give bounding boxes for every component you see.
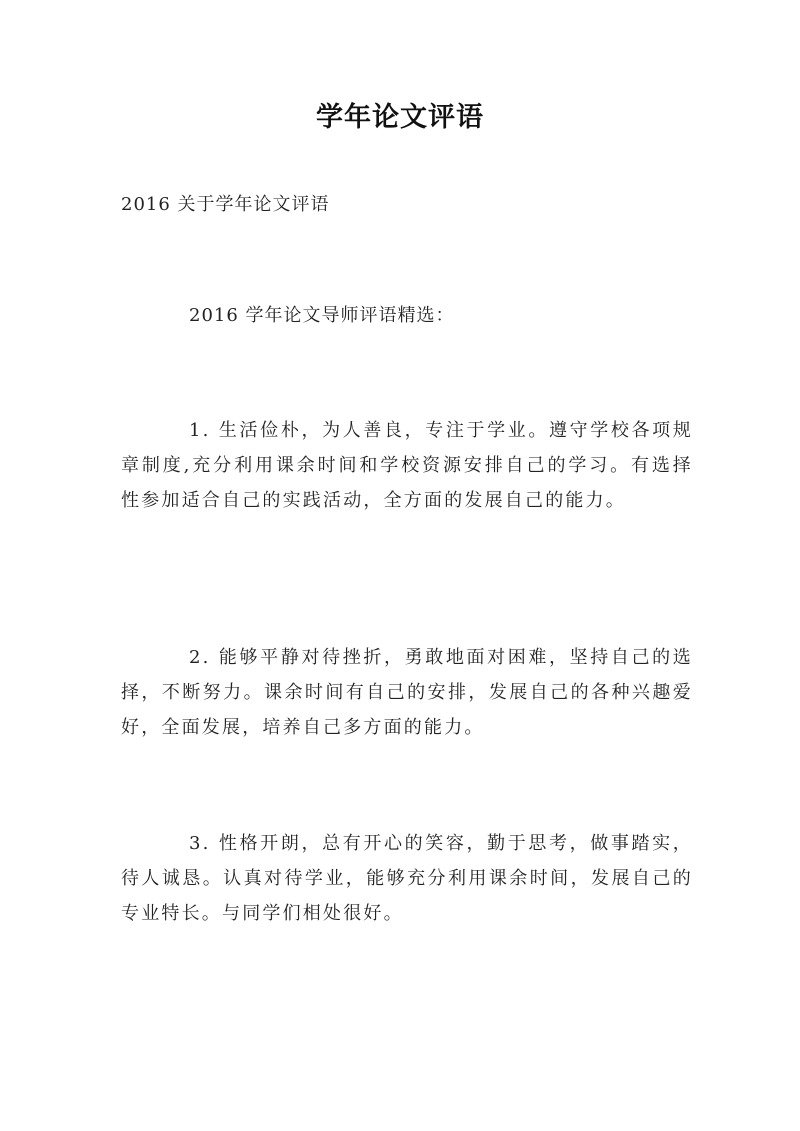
comment-paragraph-3: 3. 性格开朗，总有开心的笑容，勤于思考，做事踏实，待人诚恳。认真对待学业，能够充分利用课余时间，发展自己的专业特长。与同学们相处很好。 bbox=[121, 833, 693, 924]
section-heading: 2016 学年论文导师评语精选： bbox=[189, 305, 455, 326]
comment-paragraph-2: 2. 能够平静对待挫折，勇敢地面对困难，坚持自己的选择，不断努力。课余时间有自己的安排，发展自己的各种兴趣爱好，全面发展，培养自己多方面的能力。 bbox=[121, 647, 693, 738]
comment-paragraph-1: 1. 生活俭朴，为人善良，专注于学业。遵守学校各项规章制度,充分利用课余时间和学校资源安排自己的学习。有选择性参加适合自己的实践活动，全方面的发展自己的能力。 bbox=[121, 420, 693, 511]
document-subtitle: 2016 关于学年论文评语 bbox=[121, 194, 330, 215]
document-title: 学年论文评语 bbox=[316, 102, 484, 133]
